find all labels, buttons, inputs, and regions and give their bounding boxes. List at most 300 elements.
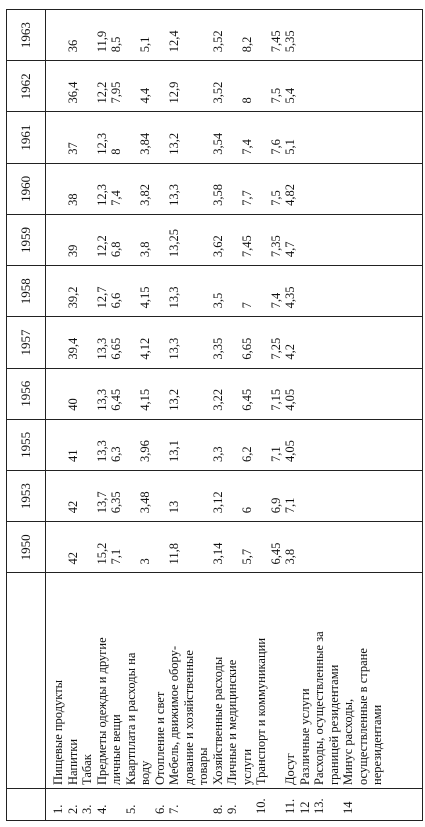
value-cell [225, 269, 240, 308]
value-cell: 6,6 [109, 292, 123, 309]
value-cell [182, 218, 197, 257]
value-cell [254, 269, 269, 308]
value-cell [196, 218, 211, 257]
value-cell [182, 13, 197, 52]
row-number [370, 792, 385, 814]
value-cell: 3 [138, 558, 152, 565]
value-cell [298, 269, 313, 308]
value-cell [196, 474, 211, 513]
category-label: Хозяйственные расходы [210, 656, 225, 785]
value-cell: 13,3 [94, 337, 109, 360]
value-cell [153, 167, 168, 206]
value-cell [298, 167, 313, 206]
category-label: Мебель, движимое обору- [167, 645, 181, 785]
value-cell [196, 372, 211, 411]
row-number: 6. [152, 804, 167, 814]
value-cell [153, 269, 168, 308]
year-values-column [46, 419, 423, 470]
year-header: 1957 [7, 317, 46, 368]
category-label: Квартплата и расходы на [123, 652, 138, 785]
value-cell [124, 218, 139, 257]
value-cell [51, 423, 66, 462]
value-cell [254, 115, 269, 154]
value-cell [196, 64, 211, 103]
value-cell [225, 167, 240, 206]
category-label-column [46, 573, 423, 789]
category-label: Отопление и свет [152, 691, 167, 785]
value-cell: 12,2 [94, 235, 109, 258]
year-header: 1962 [7, 61, 46, 112]
year-header: 1956 [7, 368, 46, 419]
value-cell: 7,4 [109, 190, 123, 206]
value-cell: 3,52 [210, 30, 225, 53]
year-values-column [46, 317, 423, 368]
year-values-column [46, 471, 423, 522]
value-cell [254, 423, 269, 462]
value-cell [124, 269, 139, 308]
value-cell: 6,45 [268, 542, 283, 565]
category-label: нерезидентами [370, 704, 384, 785]
value-cell [51, 13, 66, 52]
category-label: осуществленные в стране [355, 648, 370, 785]
value-cell: 7,25 [268, 337, 283, 360]
value-cell: 3,96 [138, 440, 152, 463]
row-number-column [46, 789, 423, 821]
value-cell: 7,45 [268, 30, 283, 53]
value-cell: 12,2 [94, 81, 109, 104]
row-number: 4. [94, 804, 109, 814]
value-cell [341, 474, 356, 513]
value-cell: 6,3 [109, 446, 123, 463]
value-cell [124, 115, 139, 154]
value-cell [327, 218, 342, 257]
value-cell: 6,45 [109, 388, 123, 411]
value-cell: 7,95 [109, 81, 123, 104]
value-cell [327, 372, 342, 411]
value-cell [370, 372, 385, 411]
value-cell [298, 64, 313, 103]
value-cell: 42 [65, 551, 80, 565]
value-cell [341, 218, 356, 257]
row-number [356, 792, 371, 814]
value-cell: 3,58 [210, 184, 225, 206]
value-cell [356, 64, 371, 103]
value-cell [51, 320, 66, 359]
value-cell: 7,7 [239, 190, 254, 206]
value-cell [182, 64, 197, 103]
value-cell [254, 372, 269, 411]
value-cell [356, 525, 371, 564]
value-cell [341, 167, 356, 206]
year-header: 1950 [7, 522, 46, 573]
value-cell [196, 423, 211, 462]
category-label: границей резидентами [326, 664, 341, 785]
value-cell [370, 218, 385, 257]
value-cell [80, 64, 95, 103]
value-cell [51, 474, 66, 513]
value-cell: 4,82 [283, 184, 297, 206]
category-label: Пищевые продукты [51, 679, 65, 785]
header-row [7, 10, 46, 821]
value-cell [196, 115, 211, 154]
value-cell [298, 115, 313, 154]
value-cell [182, 167, 197, 206]
category-label: Расходы, осуществленные за [312, 631, 326, 785]
row-number: 5. [123, 804, 138, 814]
year-header: 1955 [7, 419, 46, 470]
value-cell [312, 64, 327, 103]
year-header: 1963 [7, 10, 46, 61]
value-cell [312, 218, 327, 257]
header-num-cell [7, 789, 46, 821]
value-cell: 8 [239, 97, 254, 104]
value-cell: 13,3 [167, 184, 181, 206]
value-cell: 4,4 [138, 87, 152, 104]
value-cell [124, 474, 139, 513]
value-cell: 3,48 [138, 491, 152, 514]
value-cell [327, 269, 342, 308]
value-cell: 6,35 [109, 491, 123, 514]
value-cell [298, 372, 313, 411]
value-cell [124, 372, 139, 411]
year-header: 1961 [7, 112, 46, 163]
value-cell: 5,1 [138, 36, 152, 53]
value-cell [312, 269, 327, 308]
value-cell [312, 115, 327, 154]
value-cell: 7,35 [268, 235, 283, 258]
value-cell: 4,05 [283, 440, 297, 463]
value-cell [80, 423, 95, 462]
value-cell [196, 320, 211, 359]
value-cell [225, 525, 240, 564]
value-cell [312, 320, 327, 359]
value-cell [182, 525, 197, 564]
value-cell: 4,2 [283, 343, 297, 360]
value-cell [80, 13, 95, 52]
value-cell [196, 13, 211, 52]
value-cell: 7,5 [268, 87, 283, 104]
value-cell [182, 423, 197, 462]
category-label: услуги [239, 748, 254, 785]
value-cell: 3,84 [138, 132, 152, 155]
body-row [46, 10, 423, 821]
value-cell: 6,8 [109, 241, 123, 258]
value-cell [327, 525, 342, 564]
row-number: 13. [312, 798, 326, 814]
value-cell [124, 423, 139, 462]
value-cell: 8 [109, 148, 123, 155]
year-values-column [46, 266, 423, 317]
value-cell [254, 525, 269, 564]
category-label: личные вещи [109, 714, 123, 785]
value-cell: 39,2 [65, 286, 80, 309]
value-cell [51, 525, 66, 564]
value-cell [370, 423, 385, 462]
value-cell [327, 64, 342, 103]
year-values-column [46, 61, 423, 112]
row-number [109, 792, 124, 814]
value-cell [298, 474, 313, 513]
value-cell [80, 167, 95, 206]
value-cell [196, 269, 211, 308]
value-cell [370, 64, 385, 103]
year-header: 1960 [7, 163, 46, 214]
value-cell: 7,15 [268, 388, 283, 411]
value-cell [124, 320, 139, 359]
value-cell: 3,62 [210, 235, 225, 258]
value-cell [182, 474, 197, 513]
value-cell: 5,4 [283, 87, 297, 104]
value-cell [341, 372, 356, 411]
value-cell [356, 320, 371, 359]
value-cell: 41 [65, 449, 80, 463]
value-cell [80, 269, 95, 308]
value-cell [153, 218, 168, 257]
value-cell [254, 218, 269, 257]
value-cell: 7,5 [268, 190, 283, 206]
value-cell: 11,9 [94, 30, 109, 53]
category-label: Различные услуги [297, 688, 312, 785]
value-cell: 7,4 [268, 292, 283, 309]
category-label: Табак [80, 754, 94, 785]
row-number [240, 792, 255, 814]
value-cell: 7,1 [283, 497, 297, 514]
value-cell: 13 [167, 500, 181, 514]
value-cell [225, 13, 240, 52]
value-cell: 4,05 [283, 388, 297, 411]
value-cell [254, 64, 269, 103]
value-cell: 13,2 [167, 388, 181, 411]
value-cell: 13,3 [167, 337, 181, 360]
value-cell: 13,3 [167, 286, 181, 309]
value-cell: 3,8 [138, 241, 152, 258]
value-cell: 4,7 [283, 241, 297, 258]
value-cell [51, 218, 66, 257]
value-cell [80, 115, 95, 154]
year-values-column [46, 10, 423, 61]
value-cell [298, 218, 313, 257]
value-cell [341, 423, 356, 462]
value-cell [80, 474, 95, 513]
value-cell [182, 320, 197, 359]
year-values-column [46, 112, 423, 163]
value-cell [80, 525, 95, 564]
value-cell [254, 167, 269, 206]
row-number: 2. [65, 804, 80, 814]
value-cell [254, 320, 269, 359]
value-cell: 7,1 [268, 446, 283, 463]
value-cell: 4,35 [283, 286, 297, 309]
row-number: 14 [341, 801, 355, 814]
value-cell: 12,3 [94, 132, 109, 155]
value-cell: 8,5 [109, 36, 123, 53]
value-cell: 12,7 [94, 286, 109, 309]
value-cell [196, 525, 211, 564]
value-cell [341, 64, 356, 103]
category-label: Личные и медицинские [225, 659, 239, 785]
value-cell: 3,3 [210, 446, 225, 463]
value-cell [124, 13, 139, 52]
value-cell [80, 218, 95, 257]
header-label-cell [7, 573, 46, 789]
value-cell [153, 474, 168, 513]
value-cell [327, 320, 342, 359]
value-cell: 4,15 [138, 388, 152, 411]
row-number [269, 792, 284, 814]
value-cell [312, 423, 327, 462]
value-cell: 3,12 [210, 491, 225, 514]
value-cell [327, 13, 342, 52]
value-cell [153, 525, 168, 564]
value-cell [341, 115, 356, 154]
value-cell [153, 64, 168, 103]
value-cell: 3,35 [210, 337, 225, 360]
value-cell [124, 167, 139, 206]
value-cell: 6 [239, 506, 254, 514]
category-label: Напитки [65, 738, 80, 785]
value-cell: 3,5 [210, 292, 225, 309]
value-cell [356, 13, 371, 52]
year-values-column [46, 522, 423, 573]
value-cell [356, 218, 371, 257]
value-cell [341, 269, 356, 308]
value-cell [80, 372, 95, 411]
value-cell [312, 167, 327, 206]
row-number: 3. [80, 804, 94, 814]
value-cell [225, 423, 240, 462]
expenditure-table [6, 9, 423, 821]
value-cell [51, 167, 66, 206]
value-cell [124, 64, 139, 103]
value-cell [254, 474, 269, 513]
value-cell [51, 372, 66, 411]
value-cell [341, 525, 356, 564]
value-cell: 6,65 [239, 337, 254, 360]
value-cell [370, 115, 385, 154]
value-cell: 12,3 [94, 184, 109, 206]
rotated-table-container [6, 9, 423, 821]
value-cell [341, 320, 356, 359]
value-cell [225, 218, 240, 257]
value-cell [225, 372, 240, 411]
value-cell [356, 269, 371, 308]
value-cell [298, 423, 313, 462]
value-cell: 13,2 [167, 132, 181, 155]
value-cell: 11,8 [167, 543, 181, 565]
year-values-column [46, 368, 423, 419]
value-cell: 3,52 [210, 81, 225, 104]
row-number [196, 792, 211, 814]
row-number: 8. [210, 804, 225, 814]
value-cell: 3,22 [210, 388, 225, 411]
value-cell [254, 13, 269, 52]
value-cell [51, 64, 66, 103]
row-number: 11. [283, 798, 297, 814]
row-number: 10. [254, 798, 268, 814]
value-cell: 4,15 [138, 286, 152, 309]
category-label [269, 576, 284, 785]
year-values-column [46, 163, 423, 214]
value-cell: 13,25 [167, 229, 181, 258]
value-cell: 13,7 [94, 491, 109, 514]
value-cell: 8,2 [239, 36, 254, 53]
category-label: Минус расходы, [341, 698, 355, 785]
row-number [138, 792, 153, 814]
row-number: 12 [297, 801, 312, 814]
value-cell: 3,8 [283, 548, 297, 565]
value-cell [370, 320, 385, 359]
value-cell: 7,4 [239, 139, 254, 155]
value-cell: 7 [239, 302, 254, 309]
value-cell: 12,4 [167, 30, 181, 53]
value-cell: 13,3 [94, 440, 109, 463]
value-cell [356, 115, 371, 154]
value-cell [356, 167, 371, 206]
value-cell [51, 115, 66, 154]
value-cell [370, 269, 385, 308]
category-label: Предметы одежды и другие [94, 637, 109, 785]
value-cell [153, 320, 168, 359]
value-cell: 7,6 [268, 139, 283, 155]
value-cell [153, 423, 168, 462]
value-cell: 36,4 [65, 81, 80, 104]
value-cell: 40 [65, 398, 80, 411]
value-cell: 3,14 [210, 542, 225, 565]
row-number [327, 792, 342, 814]
value-cell [356, 372, 371, 411]
category-label: Досуг [283, 753, 297, 785]
value-cell [51, 269, 66, 308]
row-number: 1. [51, 804, 65, 814]
value-cell: 13,3 [94, 388, 109, 411]
category-label: воду [138, 760, 152, 785]
value-cell [298, 525, 313, 564]
value-cell [312, 525, 327, 564]
year-values-column [46, 214, 423, 265]
row-number [182, 792, 197, 814]
category-label: Транспорт и коммуникации [254, 637, 268, 785]
value-cell [312, 13, 327, 52]
category-label: дование и хозяйственные [181, 650, 196, 785]
value-cell: 38 [65, 193, 80, 206]
value-cell [356, 474, 371, 513]
value-cell [370, 13, 385, 52]
value-cell [327, 115, 342, 154]
value-cell: 12,9 [167, 81, 181, 104]
value-cell [356, 423, 371, 462]
value-cell [182, 269, 197, 308]
value-cell: 37 [65, 142, 80, 155]
category-label: товары [196, 747, 210, 785]
value-cell [196, 167, 211, 206]
value-cell [312, 372, 327, 411]
value-cell: 3,54 [210, 132, 225, 155]
value-cell: 6,65 [109, 337, 123, 360]
value-cell [312, 474, 327, 513]
value-cell [124, 525, 139, 564]
value-cell: 7,1 [109, 548, 123, 565]
value-cell: 5,1 [283, 139, 297, 155]
value-cell: 7,45 [239, 235, 254, 258]
value-cell: 6,2 [239, 446, 254, 463]
value-cell [327, 474, 342, 513]
value-cell [153, 13, 168, 52]
value-cell [327, 423, 342, 462]
value-cell [153, 115, 168, 154]
value-cell [341, 13, 356, 52]
value-cell [182, 372, 197, 411]
value-cell: 15,2 [94, 542, 109, 565]
